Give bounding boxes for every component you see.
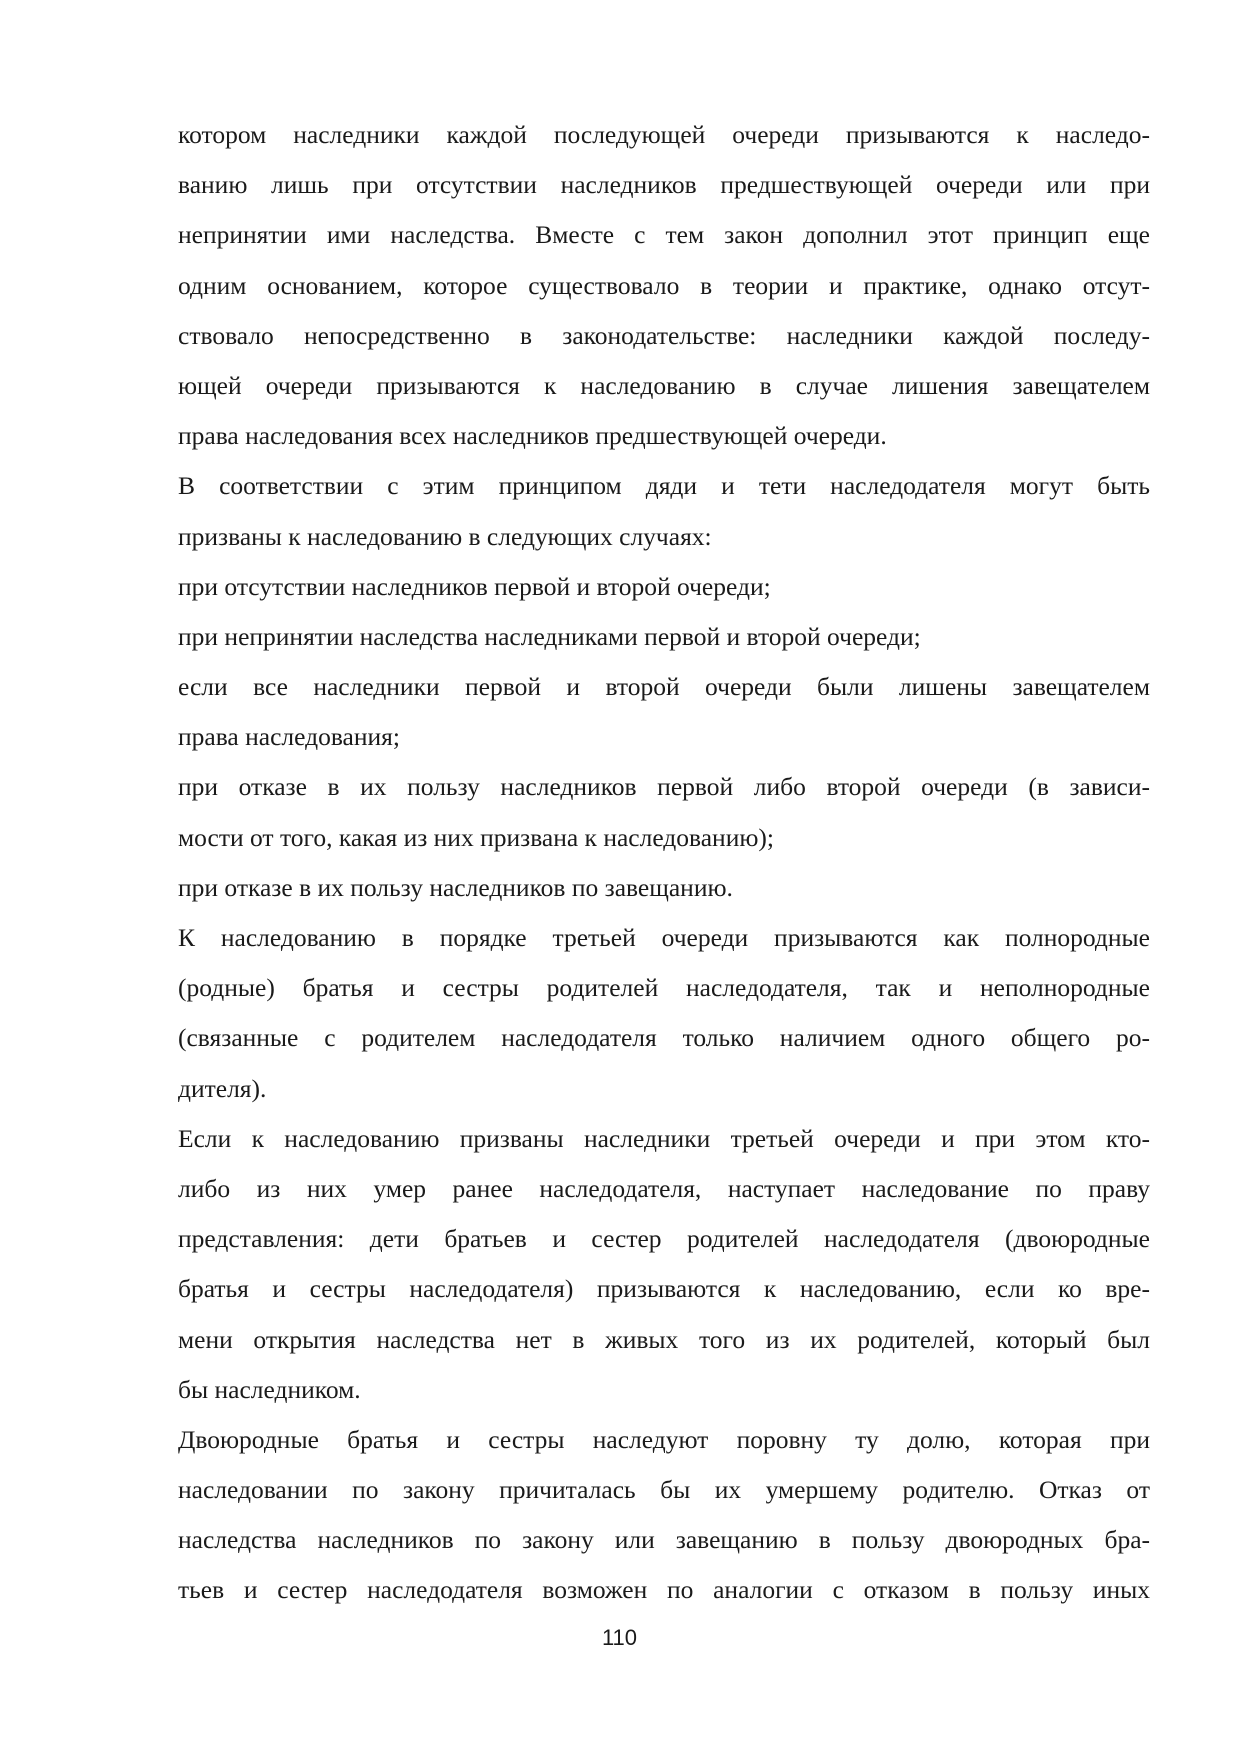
text-line: если все наследники первой и второй очереди были лишены завещателем	[178, 672, 1150, 702]
text-line: (связанные с родителем наследодателя только наличием одного общего ро-	[178, 1023, 1150, 1053]
text-line: котором наследники каждой последующей очереди призываются к наследо-	[178, 120, 1150, 149]
text-line: тьев и сестер наследодателя возможен по аналогии с отказом в пользу иных	[178, 1575, 1150, 1605]
page-number: 110	[601, 1625, 638, 1650]
text-line: права наследования;	[178, 722, 400, 752]
text-line: Если к наследованию призваны наследники третьей очереди и при этом кто-	[178, 1123, 1150, 1153]
text-line: В соответствии с этим принципом дяди и тети наследодателя могут быть	[178, 471, 1150, 501]
text-line: мени открытия наследства нет в живых того из их родителей, который был	[178, 1324, 1150, 1354]
text-line: Двоюродные братья и сестры наследуют поровну ту долю, которая при	[178, 1424, 1150, 1454]
text-line: представления: дети братьев и сестер родителей наследодателя (двоюродные	[178, 1224, 1150, 1254]
text-line: при отказе в их пользу наследников первой либо второй очереди (в зависи-	[178, 772, 1150, 802]
text-line: ствовало непосредственно в законодательстве: наследники каждой последу-	[178, 320, 1150, 350]
text-line: либо из них умер ранее наследодателя, наступает наследование по праву	[178, 1173, 1150, 1203]
text-line: (родные) братья и сестры родителей наследодателя, так и неполнородные	[178, 973, 1150, 1003]
text-line: ванию лишь при отсутствии наследников предшествующей очереди или при	[178, 170, 1150, 200]
text-line: при непринятии наследства наследниками первой и второй очереди;	[178, 621, 921, 651]
text-line: права наследования всех наследников предшествующей очереди.	[178, 421, 887, 451]
body-text	[178, 110, 1150, 1616]
text-line: призваны к наследованию в следующих случаях:	[178, 521, 712, 551]
text-line: наследовании по закону причиталась бы их умершему родителю. Отказ от	[178, 1475, 1150, 1505]
text-line: наследства наследников по закону или завещанию в пользу двоюродных бра-	[178, 1525, 1150, 1555]
text-line: мости от того, какая из них призвана к наследованию);	[178, 822, 774, 852]
text-line: ющей очереди призываются к наследованию в случае лишения завещателем	[178, 370, 1150, 400]
text-line: дителя).	[178, 1073, 267, 1103]
text-line: К наследованию в порядке третьей очереди призываются как полнородные	[178, 923, 1150, 952]
text-line: при отказе в их пользу наследников по завещанию.	[178, 872, 733, 902]
text-line: непринятии ими наследства. Вместе с тем закон дополнил этот принцип еще	[178, 220, 1150, 250]
text-line: бы наследником.	[178, 1374, 361, 1404]
text-line: при отсутствии наследников первой и второй очереди;	[178, 571, 771, 601]
text-line: братья и сестры наследодателя) призываются к наследованию, если ко вре-	[178, 1274, 1150, 1304]
text-line: одним основанием, которое существовало в теории и практике, однако отсут-	[178, 270, 1150, 300]
